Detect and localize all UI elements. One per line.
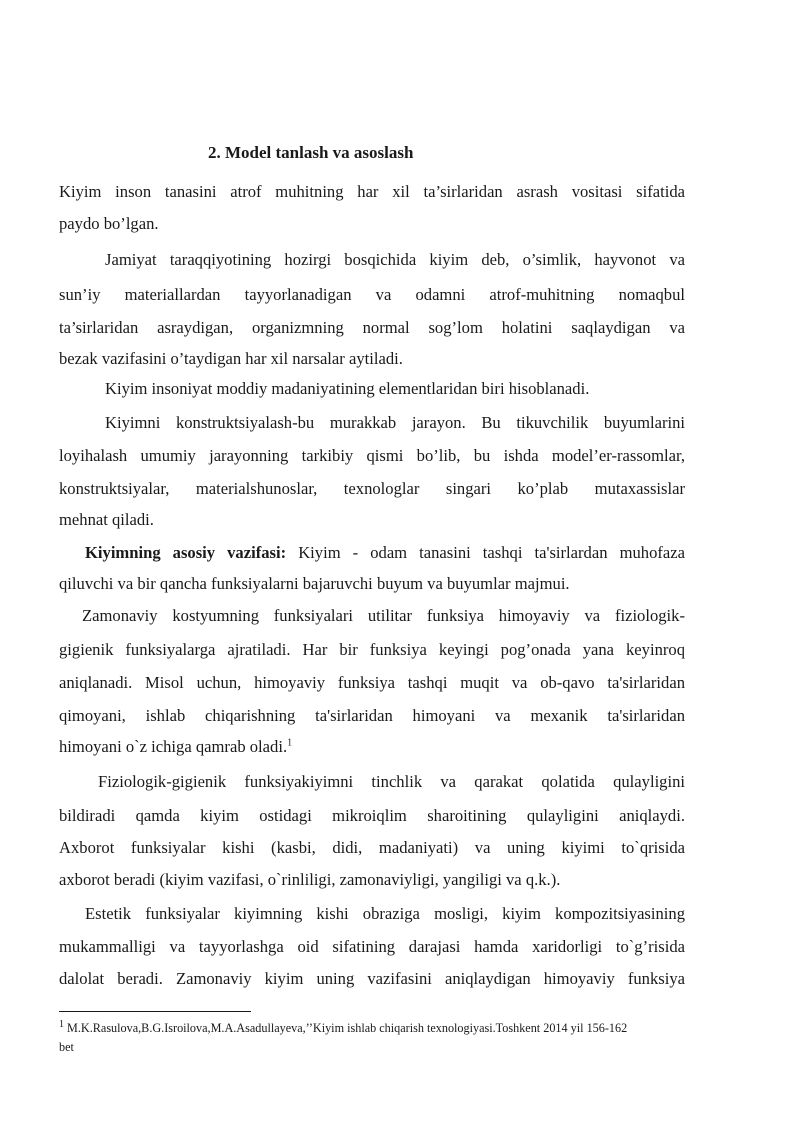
footnote-marker: 1: [59, 1018, 64, 1030]
section-heading: 2. Model tanlash va asoslash: [208, 143, 414, 162]
footnote-ref: 1: [287, 737, 293, 749]
text-line: qiluvchi va bir qancha funksiyalarni bajaruvchi buyum va buyumlar majmui.: [59, 574, 570, 593]
text-line: Kiyimni konstruktsiyalash-bu murakkab jarayon. Bu tikuvchilik buyumlarini: [105, 413, 685, 432]
text-line: axborot beradi (kiyim vazifasi, o`rinliligi, zamonaviyligi, yangiligi va q.k.).: [59, 870, 561, 889]
text-line: [59, 737, 685, 757]
text-line: bildiradi qamda kiyim ostidagi mikroiqlim sharoitining qulayligini aniqlaydi.: [59, 806, 685, 825]
text-line: ta’sirlaridan asraydigan, organizmning normal sog’lom holatini saqlaydigan va: [59, 318, 685, 337]
text-span: Kiyim - odam tanasini tashqi ta'sirlardan muhofaza: [298, 543, 685, 562]
text-line: aniqlanadi. Misol uchun, himoyaviy funksiya tashqi muqit va ob-qavo ta'sirlaridan: [59, 673, 685, 692]
footnote-text: M.K.Rasulova,B.G.Isroilova,M.A.Asadullayeva,’’Kiyim ishlab chiqarish texnologiyasi.Toshkent 2014 yil 156-162: [67, 1021, 628, 1035]
text-line: Kiyim inson tanasini atrof muhitning har xil ta’sirlaridan asrash vositasi sifatida: [59, 182, 685, 201]
text-line: loyihalash umumiy jarayonning tarkibiy qismi bo’lib, bu ishda model’er-rassomlar,: [59, 446, 685, 465]
text-line: Zamonaviy kostyumning funksiyalari utilitar funksiya himoyaviy va fiziologik-: [82, 606, 685, 625]
text-line: qimoyani, ishlab chiqarishning ta'sirlaridan himoyani va mexanik ta'sirlaridan: [59, 706, 685, 725]
text-line: Estetik funksiyalar kiyimning kishi obraziga mosligi, kiyim kompozitsiyasining: [85, 904, 685, 923]
footnote: [59, 1020, 685, 1036]
text-span: himoyani o`z ichiga qamrab oladi.: [59, 737, 288, 756]
text-line: gigienik funksiyalarga ajratiladi. Har bir funksiya keyingi pog’onada yana keyinroq: [59, 640, 685, 659]
text-line: Fiziologik-gigienik funksiyakiyimni tinchlik va qarakat qolatida qulayligini: [98, 772, 685, 791]
text-line: Kiyim insoniyat moddiy madaniyatining elementlaridan biri hisoblanadi.: [105, 379, 590, 398]
text-line: bezak vazifasini o’taydigan har xil narsalar aytiladi.: [59, 349, 403, 368]
text-line: mehnat qiladi.: [59, 510, 154, 529]
text-line: dalolat beradi. Zamonaviy kiyim uning vazifasini aniqlaydigan himoyaviy funksiya: [59, 969, 685, 988]
text-line: [85, 543, 685, 563]
text-line: konstruktsiyalar, materialshunoslar, texnologlar singari ko’plab mutaxassislar: [59, 479, 685, 498]
text-line: paydo bo’lgan.: [59, 214, 159, 233]
text-line: Jamiyat taraqqiyotining hozirgi bosqichida kiyim deb, o’simlik, hayvonot va: [105, 250, 685, 269]
text-line: mukammalligi va tayyorlashga oid sifatining darajasi hamda xaridorligi to`g’risida: [59, 937, 685, 956]
footnote-divider: [59, 1011, 251, 1012]
footnote-continuation: bet: [59, 1040, 74, 1054]
text-line: sun’iy materiallardan tayyorlanadigan va odamni atrof-muhitning nomaqbul: [59, 285, 685, 304]
bold-label: Kiyimning asosiy vazifasi:: [85, 543, 287, 562]
text-line: Axborot funksiyalar kishi (kasbi, didi, madaniyati) va uning kiyimi to`qrisida: [59, 838, 685, 857]
